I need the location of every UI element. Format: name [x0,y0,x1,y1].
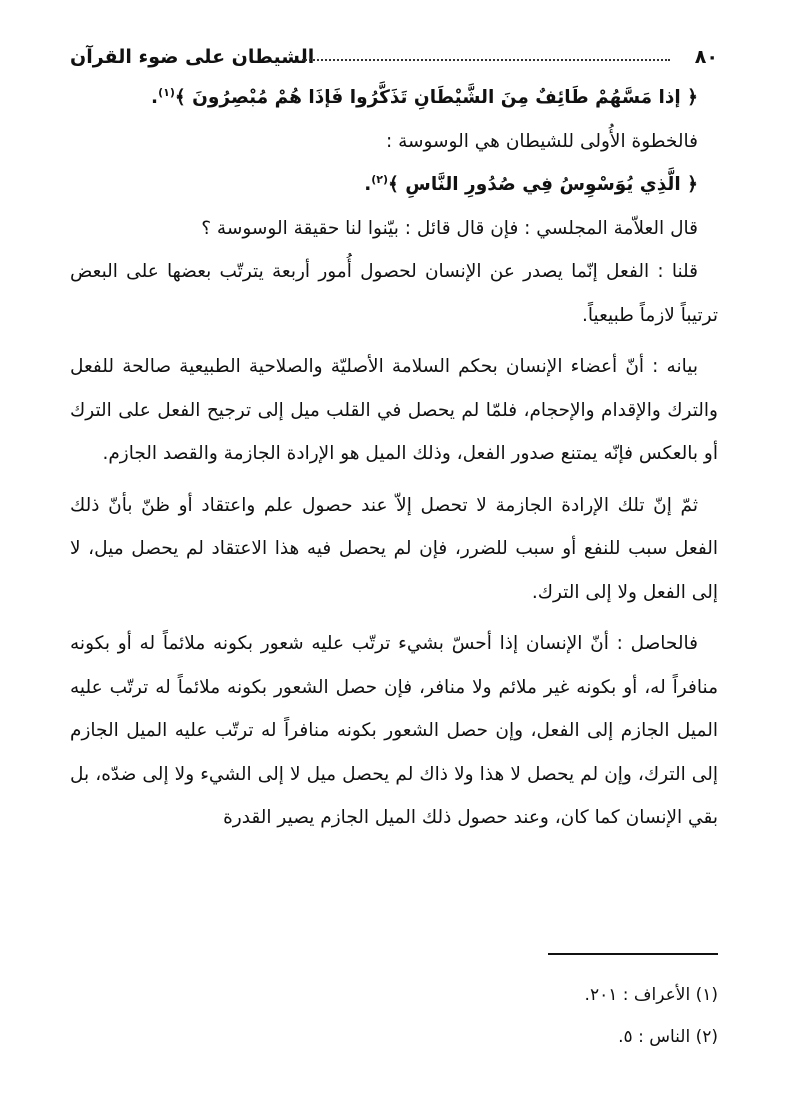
header-dot-leader [302,59,670,61]
book-page [70,36,718,1047]
paragraph-conclusion: فالحاصل : أنّ الإنسان إذا أحسّ بشيء ترتّب عليه شعور بكونه ملائماً له أو بكونه منافراً له، أو بكونه غير ملائم ولا منافر، فإن حصل الشعور بكونه ملائماً له ترتّب عليه الميل الجازم إلى الفعل، وإن حصل الشعور بكونه منافراً له ترتّب عليه الميل الجازم إلى الترك، وإن لم يحصل لا هذا ولا ذاك لم يحصل ميل لا إلى الشيء ولا إلى ضدّه، بل بقي الإنسان كما كان، وعند حصول ذلك الميل الجازم يصير القدرة [70,633,718,828]
paragraph-answer: قلنا : الفعل إنّما يصدر عن الإنسان لحصول أُمور أربعة يترتّب بعضها على البعض ترتيباً لازماً طبيعياً. [70,261,718,326]
footnote-2: (٢) الناس : ٥. [618,1027,718,1047]
footnote-ref-1: (١) [158,85,175,99]
footnote-ref-2: (٢) [371,172,389,186]
paragraph-explanation: بيانه : أنّ أعضاء الإنسان بحكم السلامة الأصليّة والصلاحية الطبيعية صالحة للفعل والترك والإقدام والإحجام، فلمّا لم يحصل في القلب ميل إلى ترجيح الفعل على الترك أو بالعكس فإنّه يمتنع صدور الفعل، وذلك الميل هو الإرادة الجازمة والقصد الجازم. [70,356,718,464]
page-header [70,36,718,76]
quran-verse-2: ﴿ الَّذِي يُوَسْوِسُ فِي صُدُورِ النَّاسِ ﴾$^{(٢)}$. [364,172,698,195]
page-number: ٨٠ [694,46,718,68]
paragraph-majlisi-question: قال العلاّمة المجلسي : فإن قال قائل : بيّنوا لنا حقيقة الوسوسة ؟ [201,217,698,239]
footnotes [70,974,718,1058]
footnote-1: (١) الأعراف : ٢٠١. [584,985,718,1005]
main-text [70,76,718,840]
paragraph-firm-will: ثمّ إنّ تلك الإرادة الجازمة لا تحصل إلاّ عند حصول علم واعتقاد أو ظنّ بأنّ ذلك الفعل سبب للنفع أو سبب للضرر، فإن لم يحصل فيه هذا الاعتقاد لم يحصل ميل، لا إلى الفعل ولا إلى الترك. [70,494,718,603]
quran-verse-1: ﴿ إذا مَسَّهُمْ طَائِفٌ مِنَ الشَّيْطَانِ تَذَكَّرُوا فَإذَا هُمْ مُبْصِرُونَ ﴾$^{(١)}$. [151,85,698,108]
running-title: الشيطان على ضوء القرآن [70,46,315,68]
paragraph-first-step: فالخطوة الأُولى للشيطان هي الوسوسة : [385,130,698,152]
footnote-separator [548,953,718,955]
